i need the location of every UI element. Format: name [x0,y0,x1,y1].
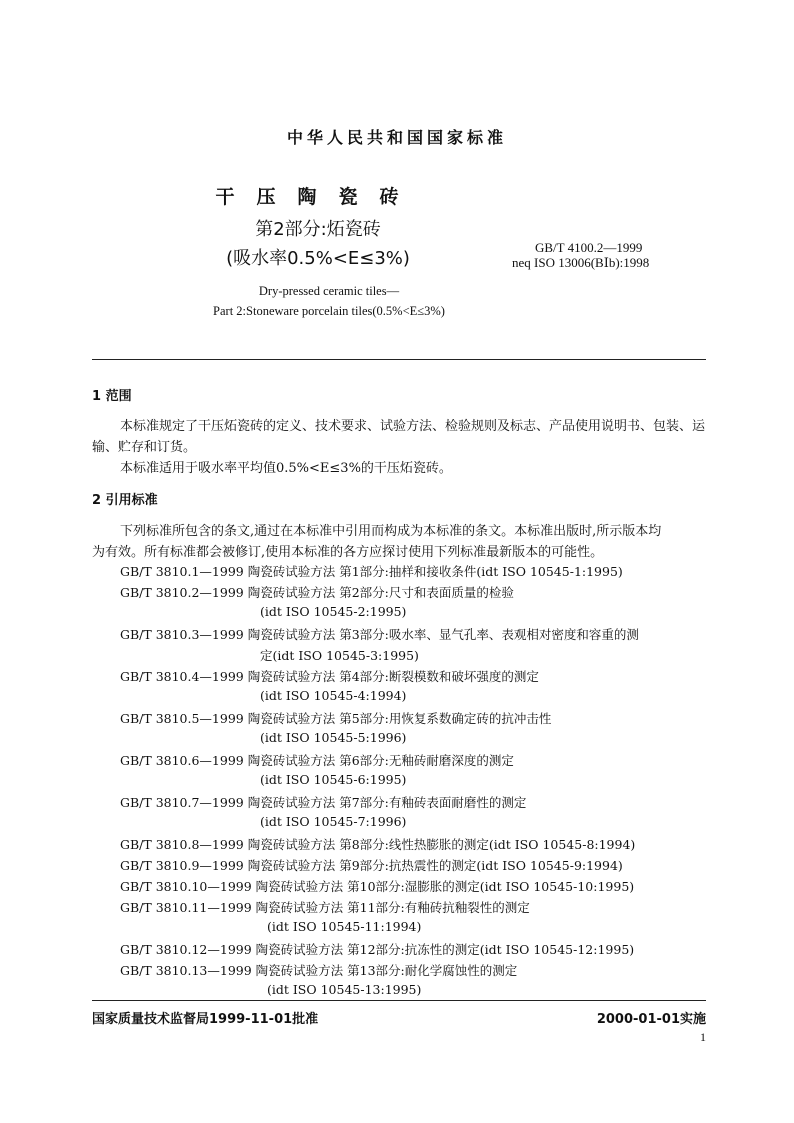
document-subtitle: 第2部分:炻瓷砖 [255,219,381,240]
section-2-intro-line1: 下列标准所包含的条文,通过在本标准中引用而构成为本标准的条文。本标准出版时,所示版本均 [120,524,662,539]
section-1-para2: 本标准适用于吸水率平均值0.5%<E≤3%的干压炻瓷砖。 [120,461,452,476]
reference-standard: GB/T 3810.1—1999 陶瓷砖试验方法 第1部分:抽样和接收条件(idt ISO 10545-1:1995) [120,564,623,579]
section-2-heading: 2 引用标准 [92,493,158,508]
reference-standard-continuation: (idt ISO 10545-13:1995) [267,982,422,997]
reference-standard-continuation: (idt ISO 10545-2:1995) [260,604,407,619]
national-standard-label: 中华人民共和国国家标准 [286,128,507,147]
reference-standard-continuation: (idt ISO 10545-7:1996) [260,814,407,829]
reference-standard: GB/T 3810.13—1999 陶瓷砖试验方法 第13部分:耐化学腐蚀性的测定 [120,963,518,978]
page-number: 1 [700,1030,706,1044]
section-2-intro-line2: 为有效。所有标准都会被修订,使用本标准的各方应探讨使用下列标准最新版本的可能性。 [92,545,604,560]
standard-code: GB/T 4100.2—1999 [535,240,643,255]
reference-standard-continuation: (idt ISO 10545-5:1996) [260,730,407,745]
section-1-para1-line1: 本标准规定了干压炻瓷砖的定义、技术要求、试验方法、检验规则及标志、产品使用说明书、包装、运 [120,419,706,434]
effective-date: 2000-01-01实施 [596,1012,706,1027]
reference-standard: GB/T 3810.9—1999 陶瓷砖试验方法 第9部分:抗热震性的测定(idt ISO 10545-9:1994) [120,858,623,873]
reference-standard: GB/T 3810.11—1999 陶瓷砖试验方法 第11部分:有釉砖抗釉裂性的测定 [120,900,530,915]
approval-date: 国家质量技术监督局1999-11-01批准 [92,1012,319,1027]
reference-standard: GB/T 3810.2—1999 陶瓷砖试验方法 第2部分:尺寸和表面质量的检验 [120,585,514,600]
footer-divider [92,1000,706,1001]
reference-standard: GB/T 3810.10—1999 陶瓷砖试验方法 第10部分:湿膨胀的测定(idt ISO 10545-10:1995) [120,879,635,894]
reference-standard-continuation: (idt ISO 10545-4:1994) [260,688,407,703]
document-title: 干压陶瓷砖 [215,186,421,208]
section-1-para1-line2: 输、贮存和订货。 [92,440,197,455]
reference-standard-continuation: (idt ISO 10545-11:1994) [267,919,422,934]
equivalent-standard-code: neq ISO 13006(BⅠb):1998 [512,255,650,270]
document-title-range: (吸水率0.5%<E≤3%) [226,248,410,269]
reference-standard-continuation: 定(idt ISO 10545-3:1995) [260,648,419,663]
reference-standard: GB/T 3810.6—1999 陶瓷砖试验方法 第6部分:无釉砖耐磨深度的测定 [120,753,514,768]
english-title-line2: Part 2:Stoneware porcelain tiles(0.5%<E≤3%) [213,304,445,318]
reference-standard: GB/T 3810.7—1999 陶瓷砖试验方法 第7部分:有釉砖表面耐磨性的测定 [120,795,527,810]
section-1-heading: 1 范围 [92,389,132,404]
reference-standard: GB/T 3810.8—1999 陶瓷砖试验方法 第8部分:线性热膨胀的测定(idt ISO 10545-8:1994) [120,837,636,852]
reference-standard: GB/T 3810.3—1999 陶瓷砖试验方法 第3部分:吸水率、显气孔率、表观相对密度和容重的测 [120,627,639,642]
english-title-line1: Dry-pressed ceramic tiles— [258,284,400,298]
reference-standard: GB/T 3810.4—1999 陶瓷砖试验方法 第4部分:断裂模数和破坏强度的测定 [120,669,539,684]
reference-standard: GB/T 3810.12—1999 陶瓷砖试验方法 第12部分:抗冻性的测定(idt ISO 10545-12:1995) [120,942,635,957]
reference-standard: GB/T 3810.5—1999 陶瓷砖试验方法 第5部分:用恢复系数确定砖的抗冲击性 [120,711,552,726]
reference-standard-continuation: (idt ISO 10545-6:1995) [260,772,407,787]
header-divider [92,359,706,360]
